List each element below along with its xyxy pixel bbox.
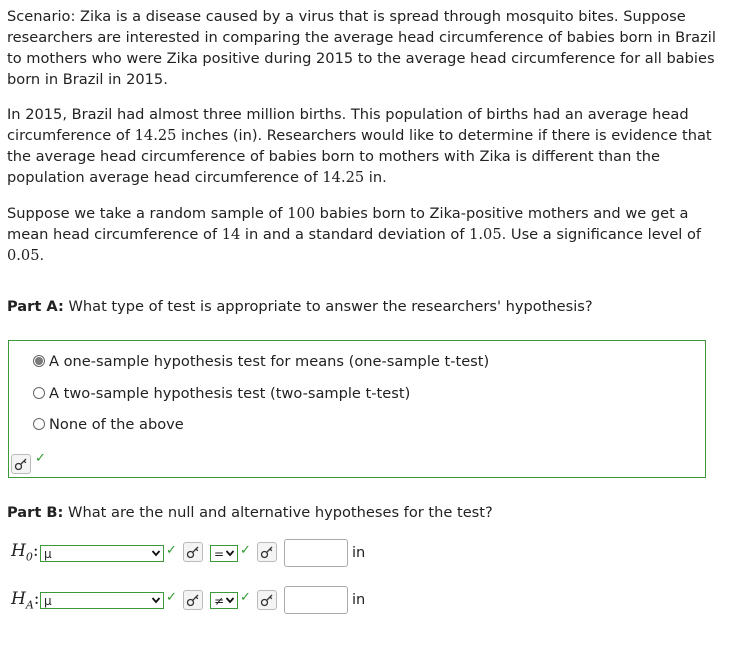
chevron-down-icon	[151, 548, 161, 558]
option-label: A one-sample hypothesis test for means (one-sample t-test)	[49, 352, 490, 370]
radio[interactable]	[33, 418, 45, 430]
h0-operator-value: =	[214, 546, 225, 561]
option-label: A two-sample hypothesis test (two-sample t-test)	[49, 384, 411, 402]
h0-label: $H_0$:	[11, 541, 39, 564]
key-icon[interactable]	[257, 542, 277, 562]
key-icon[interactable]	[183, 542, 203, 562]
scenario-paragraph-1: Scenario: Zika is a disease caused by a virus that is spread through mosquito bites. Suppose researchers are interested in comparing the average head circumference of babies born in Brazil to mothers who were Zika positive during 2015 to the average head circumference for all babies born in Brazil in 2015.	[7, 8, 716, 88]
radio-selected[interactable]	[33, 355, 45, 367]
check-icon: ✓	[166, 590, 177, 605]
chevron-down-icon	[225, 548, 235, 558]
ha-label: $H_A$:	[11, 589, 40, 612]
ha-operator-select[interactable]	[210, 592, 238, 609]
check-icon: ✓	[240, 590, 251, 605]
h0-unit: in	[352, 544, 366, 561]
chevron-down-icon	[225, 595, 235, 605]
h0-value-input[interactable]	[284, 539, 348, 567]
ha-value-input[interactable]	[284, 586, 348, 614]
option-two-sample[interactable]	[33, 383, 410, 403]
key-icon[interactable]	[257, 590, 277, 610]
key-icon[interactable]	[183, 590, 203, 610]
h0-operator-select[interactable]	[210, 545, 238, 562]
ha-unit: in	[352, 591, 366, 608]
h0-parameter-value: μ	[44, 546, 52, 561]
ha-parameter-select[interactable]	[40, 592, 164, 609]
chevron-down-icon	[151, 595, 161, 605]
radio[interactable]	[33, 387, 45, 399]
check-icon: ✓	[166, 543, 177, 558]
option-none[interactable]	[33, 414, 184, 434]
option-label: None of the above	[49, 415, 184, 433]
scenario-paragraph-3: Suppose we take a random sample of 100 babies born to Zika-positive mothers and we get a mean head circumference of 14 in and a standard deviation of 1.05. Use a significance level of 0.05.	[7, 205, 702, 264]
h0-parameter-select[interactable]	[40, 545, 164, 562]
check-icon: ✓	[240, 543, 251, 558]
part-a-options-box	[8, 340, 706, 478]
part-b-question: Part B: What are the null and alternative hypotheses for the test?	[7, 504, 493, 521]
key-icon[interactable]	[11, 454, 31, 474]
ha-parameter-value: μ	[44, 593, 52, 608]
option-one-sample[interactable]	[33, 351, 489, 371]
check-icon: ✓	[35, 451, 46, 466]
ha-operator-value: ≠	[214, 593, 225, 608]
scenario-paragraph-2: In 2015, Brazil had almost three million births. This population of births had an average head circumference of 14.25 inches (in). Researchers would like to determine if there is evidence that the average head circumference of babies born to mothers with Zika is different than the population average head circumference of 14.25 in.	[7, 106, 712, 186]
part-a-question: Part A: What type of test is appropriate to answer the researchers' hypothesis?	[7, 298, 593, 315]
